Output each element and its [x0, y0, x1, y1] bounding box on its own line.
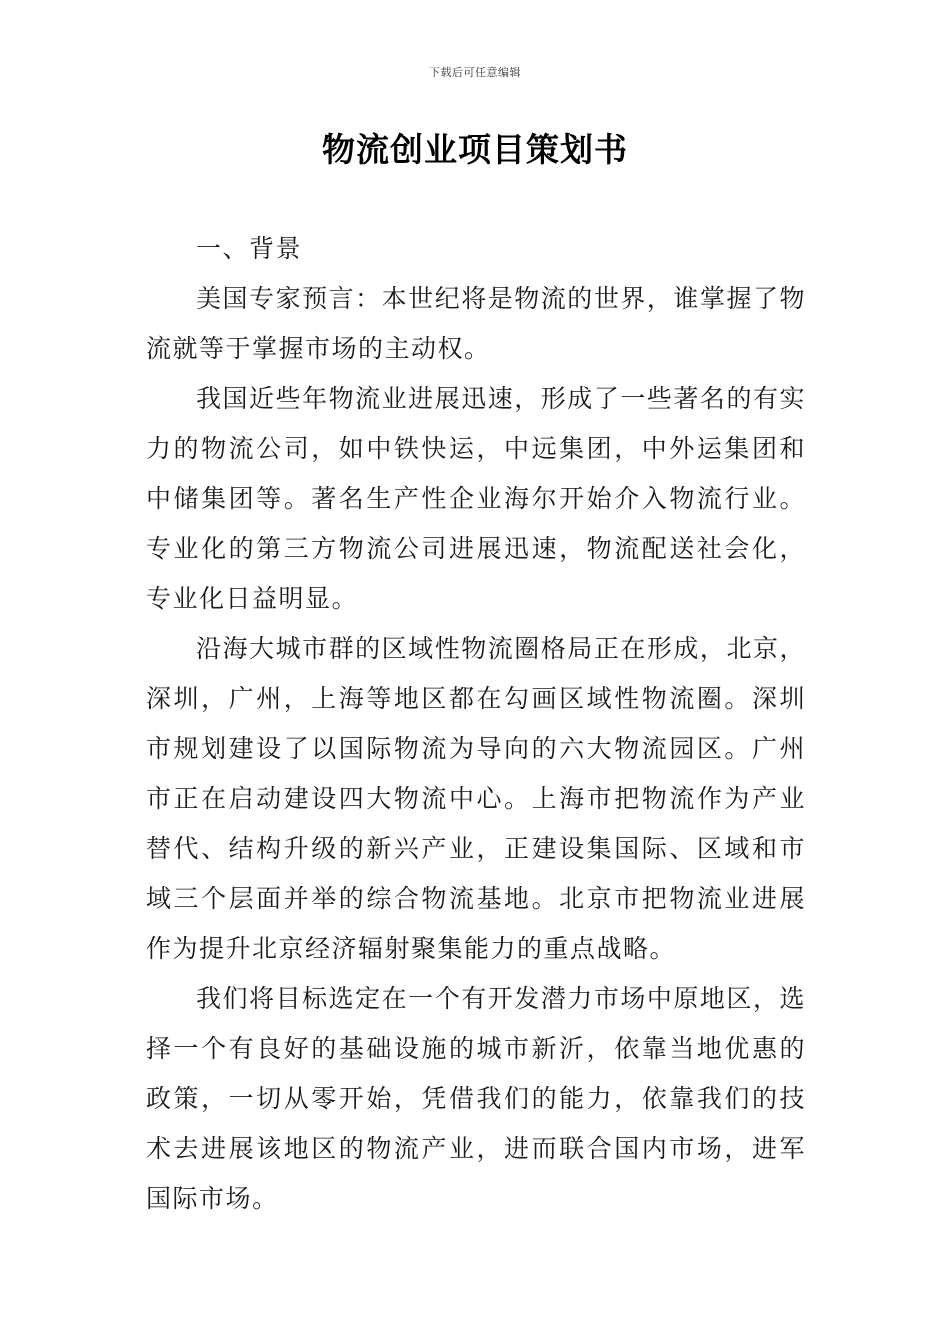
document-title: 物流创业项目策划书 [322, 130, 628, 169]
paragraph: 美国专家预言：本世纪将是物流的世界，谁掌握了物流就等于掌握市场的主动权。 [146, 284, 806, 363]
header-note: 下载后可任意编辑 [429, 66, 521, 79]
paragraph: 沿海大城市群的区域性物流圈格局正在形成，北京，深圳，广州，上海等地区都在勾画区域性物流圈。深圳市规划建设了以国际物流为导向的六大物流园区。广州市正在启动建设四大物流中心。上海市把物流作为产业替代、结构升级的新兴产业，正建设集国际、区域和市域三个层面并举的综合物流基地。北京市把物流业进展作为提升北京经济辐射聚集能力的重点战略。 [146, 634, 806, 963]
paragraph: 我们将目标选定在一个有开发潜力市场中原地区，选择一个有良好的基础设施的城市新沂，依靠当地优惠的政策，一切从零开始，凭借我们的能力，依靠我们的技术去进展该地区的物流产业，进而联合国内市场，进军国际市场。 [146, 984, 806, 1213]
document-body [146, 224, 806, 1224]
section-heading: 一、背景 [196, 234, 303, 263]
paragraph: 我国近些年物流业进展迅速，形成了一些著名的有实力的物流公司，如中铁快运，中远集团，中外运集团和中储集团等。著名生产性企业海尔开始介入物流行业。专业化的第三方物流公司进展迅速，物流配送社会化，专业化日益明显。 [146, 384, 806, 613]
